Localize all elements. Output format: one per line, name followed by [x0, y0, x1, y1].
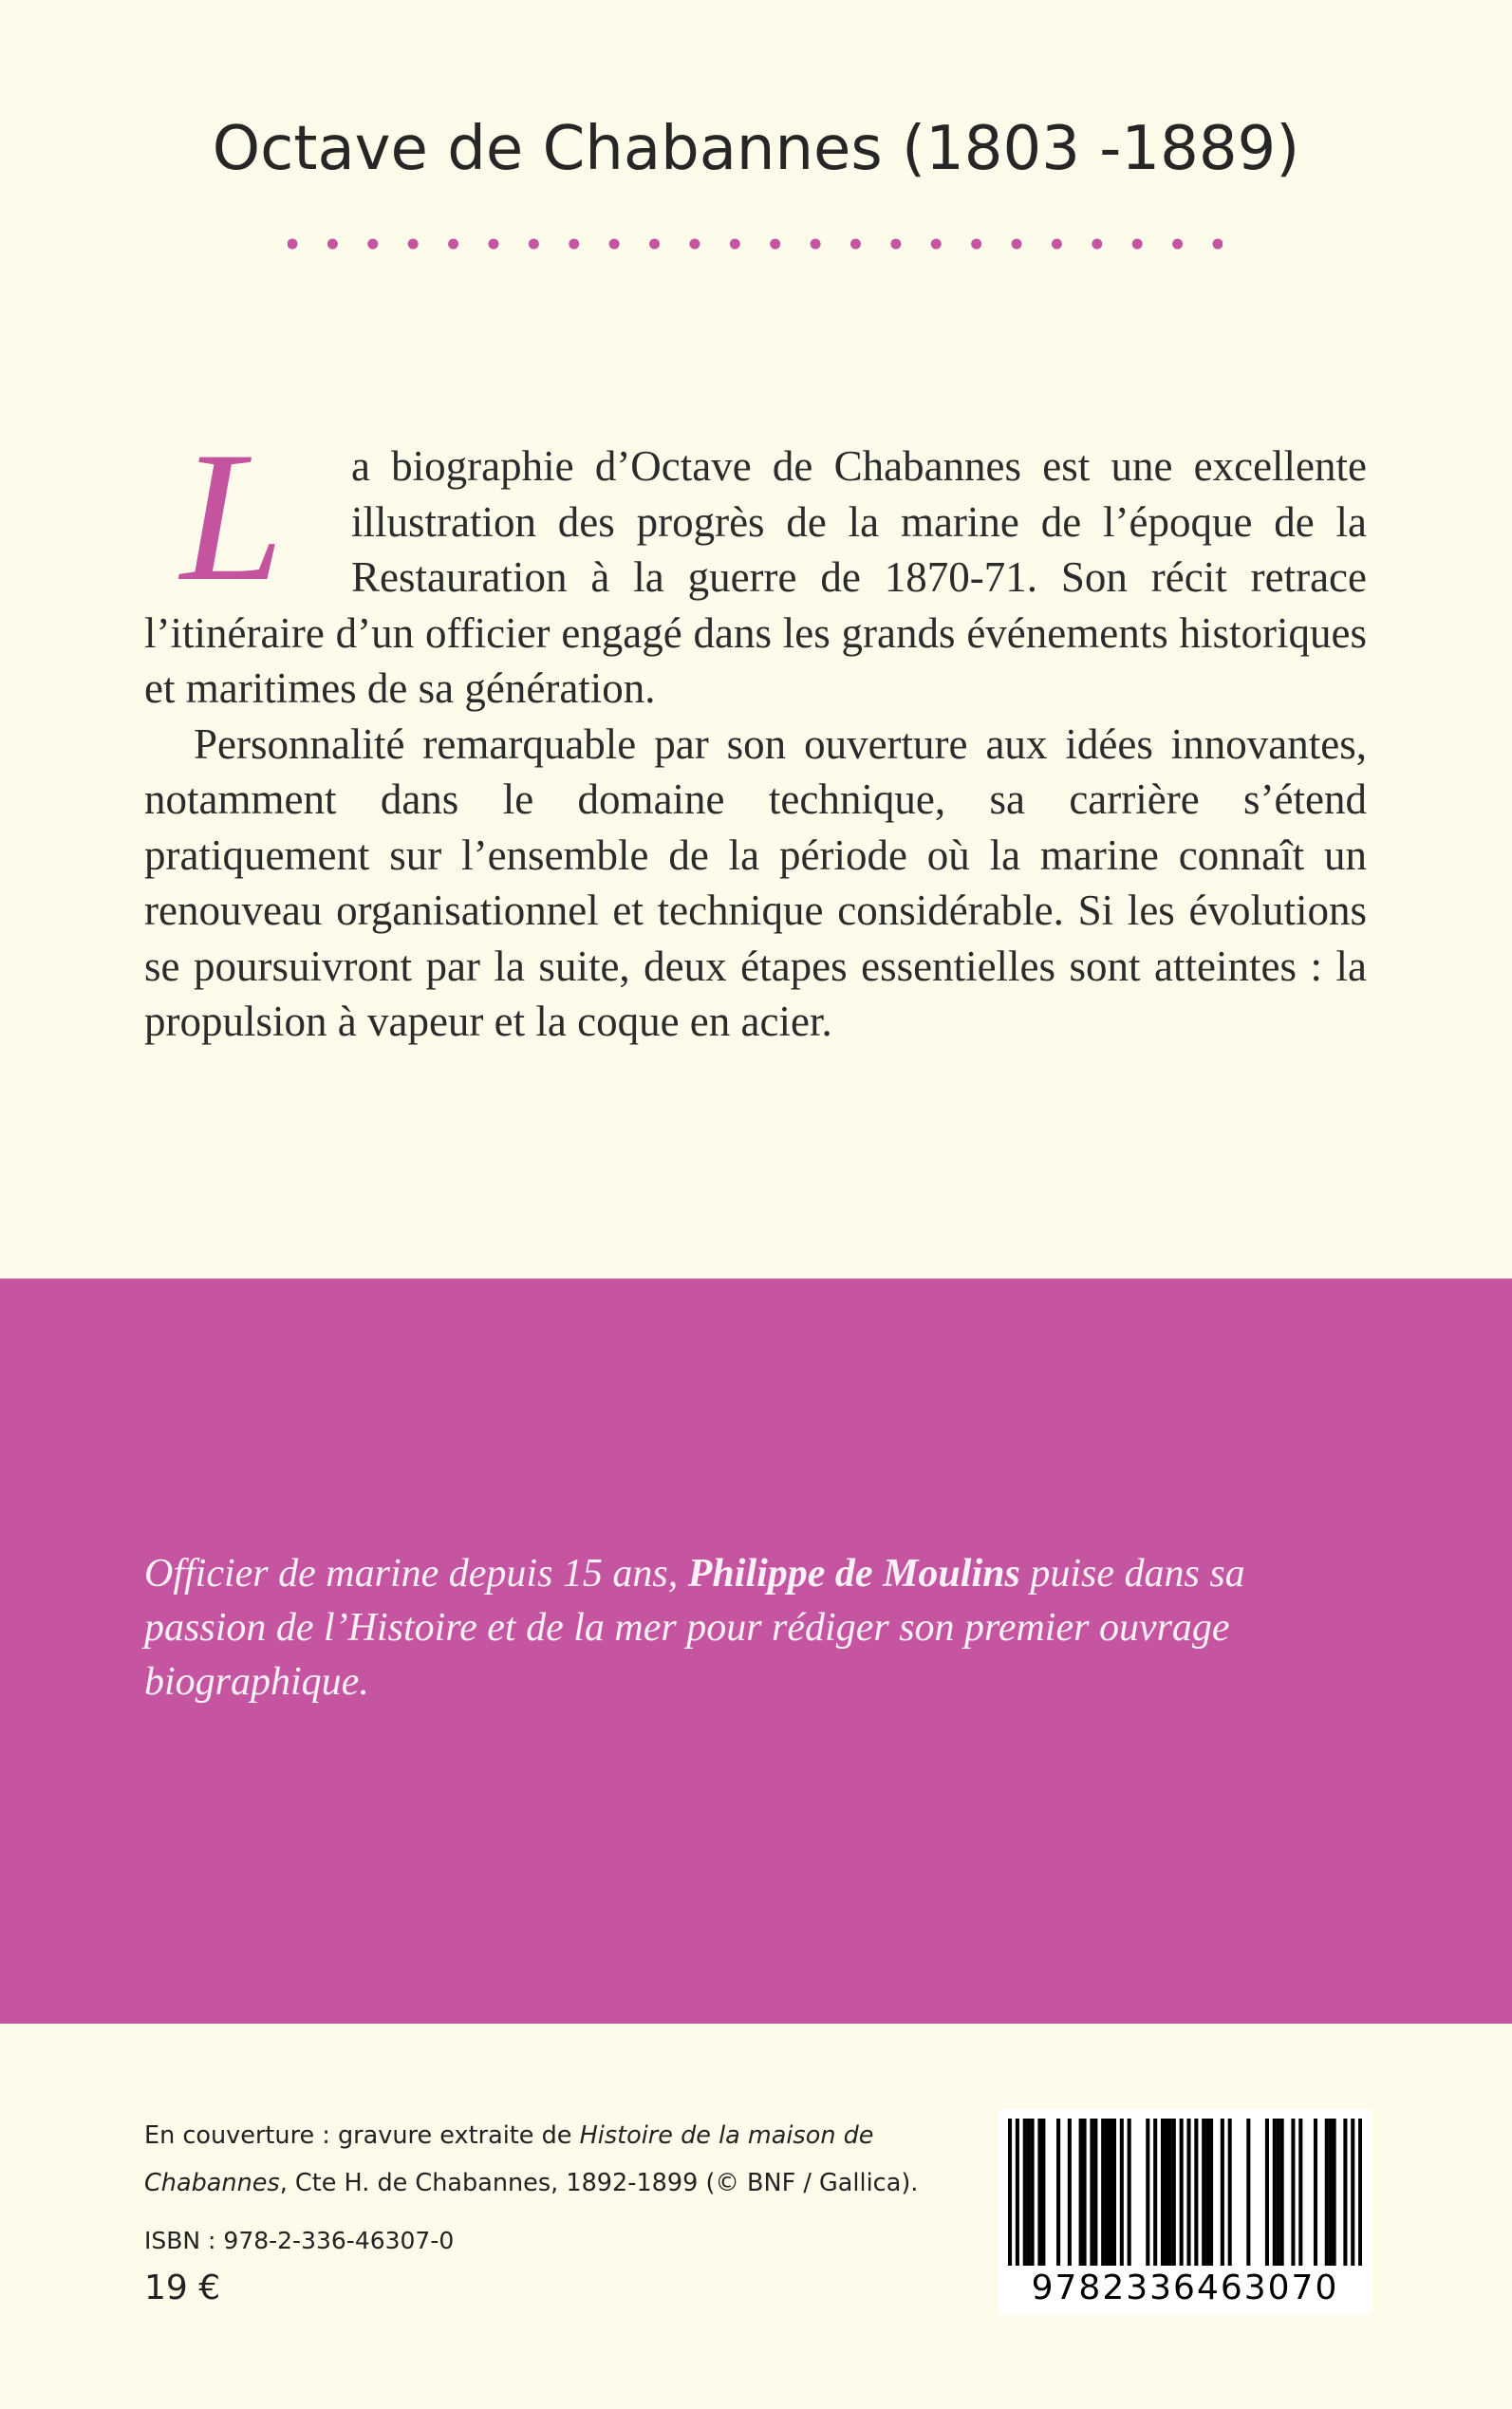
barcode-bar	[1186, 2119, 1190, 2266]
cover-credits	[144, 2112, 1017, 2207]
barcode-bar	[1027, 2119, 1031, 2266]
back-cover-summary	[144, 414, 1367, 1050]
divider-dot	[811, 239, 821, 250]
barcode-bar	[1194, 2119, 1198, 2266]
credits-work-title: Histoire de la maison de Chabannes	[144, 2121, 874, 2197]
divider-dot	[1213, 239, 1223, 250]
divider-dot	[730, 239, 740, 250]
author-name: Philippe de Moulins	[687, 1552, 1020, 1596]
barcode-bar	[1329, 2119, 1333, 2266]
divider-dot	[367, 239, 378, 250]
credits-suffix: , Cte H. de Chabannes, 1892-1899 (© BNF / Gallica).	[279, 2169, 919, 2197]
summary-paragraph-2: Personnalité remarquable par son ouverture aux idées innovantes, notamment dans le domaine technique, sa carrière s’étend pratiquement sur l’ensemble de la période où la marine connaît un renouveau organisationnel et technique considérable. Si les évolutions se poursuivront par la suite, deux étapes essentielles sont atteintes : la propulsion à vapeur et la coque en acier.	[144, 719, 1367, 1045]
barcode-bar	[1016, 2119, 1019, 2266]
divider-dot	[931, 239, 942, 250]
barcode-bar	[1291, 2119, 1295, 2266]
barcode-bar	[1079, 2119, 1083, 2266]
barcode-bar	[1273, 2119, 1277, 2266]
divider-dot	[408, 239, 419, 250]
divider-dot	[649, 239, 660, 250]
barcode-bar	[1280, 2119, 1284, 2266]
divider-dot	[971, 239, 981, 250]
barcode-bar	[1314, 2119, 1317, 2266]
price: 19 €	[144, 2269, 221, 2307]
divider-dot	[1172, 239, 1183, 250]
barcode-bar	[1031, 2119, 1035, 2266]
barcode-bar	[1153, 2119, 1157, 2266]
author-bio-intro: Officier de marine depuis 15 ans,	[144, 1552, 688, 1596]
barcode-bar	[1083, 2119, 1087, 2266]
barcode-bar	[1325, 2119, 1329, 2266]
divider-dot	[850, 239, 861, 250]
barcode-bar	[1146, 2119, 1149, 2266]
barcode-bar	[1351, 2119, 1354, 2266]
credits-prefix: En couverture : gravure extraite de	[144, 2121, 580, 2150]
barcode-bar	[1105, 2119, 1109, 2266]
barcode-bar	[1246, 2119, 1250, 2266]
divider-dot	[569, 239, 579, 250]
barcode-bar	[1068, 2119, 1072, 2266]
barcode-bar	[1358, 2119, 1362, 2266]
barcode-number: 9782336463070	[1031, 2269, 1339, 2307]
barcode-bar	[1161, 2119, 1165, 2266]
barcode-bar	[1041, 2119, 1045, 2266]
divider-dot	[488, 239, 498, 250]
barcode-bar	[1056, 2119, 1060, 2266]
barcode-bar	[1180, 2119, 1184, 2266]
summary-paragraph-1-text: a biographie d’Octave de Chabannes est une excellente illustration des progrès de la marine de l’époque de la Restauration à la guerre de 1870-71. Son récit retrace l’itinéraire d’un officier engagé dans les grands événements historiques et maritimes de sa génération.	[144, 442, 1367, 712]
drop-cap: L	[180, 414, 285, 620]
barcode-bar	[1277, 2119, 1280, 2266]
barcode-bar	[1221, 2119, 1224, 2266]
divider-dot	[1132, 239, 1143, 250]
barcode-bar	[1228, 2119, 1232, 2266]
divider-dot	[770, 239, 780, 250]
author-bio-rest: puise dans sa passion de l’Histoire et de la mer pour rédiger son premier ouvrage biographique.	[144, 1552, 1245, 1704]
barcode-bar	[1093, 2119, 1097, 2266]
divider-dot	[327, 239, 338, 250]
barcode-bar	[1202, 2119, 1205, 2266]
book-title: Octave de Chabannes (1803 -1889)	[212, 114, 1300, 184]
barcode-bar	[1209, 2119, 1213, 2266]
author-bio	[144, 1547, 1367, 1709]
dotted-divider	[288, 237, 1223, 251]
barcode-bar	[1008, 2119, 1012, 2266]
barcode-bar	[1333, 2119, 1336, 2266]
divider-dot	[288, 239, 298, 250]
barcode-bar	[1165, 2119, 1168, 2266]
barcode-bar	[1101, 2119, 1105, 2266]
barcode-bar	[1265, 2119, 1269, 2266]
divider-dot	[1052, 239, 1062, 250]
barcode-bar	[1168, 2119, 1172, 2266]
barcode-bar	[1090, 2119, 1093, 2266]
barcode-bar	[1023, 2119, 1027, 2266]
divider-dot	[1092, 239, 1102, 250]
barcode-bar	[1205, 2119, 1209, 2266]
divider-dot	[529, 239, 539, 250]
divider-dot	[448, 239, 458, 250]
divider-dot	[890, 239, 901, 250]
barcode-bars	[1008, 2119, 1362, 2266]
barcode-bar	[1120, 2119, 1124, 2266]
barcode-bar	[1037, 2119, 1041, 2266]
barcode	[999, 2109, 1372, 2314]
barcode-bar	[1128, 2119, 1131, 2266]
divider-dot	[609, 239, 620, 250]
barcode-bar	[1109, 2119, 1112, 2266]
barcode-bar	[1343, 2119, 1347, 2266]
divider-dot	[689, 239, 700, 250]
isbn: ISBN : 978-2-336-46307-0	[144, 2227, 455, 2254]
barcode-bar	[1112, 2119, 1116, 2266]
barcode-bar	[1298, 2119, 1302, 2266]
divider-dot	[1012, 239, 1022, 250]
barcode-bar	[1172, 2119, 1176, 2266]
summary-paragraph-1	[144, 414, 1367, 717]
